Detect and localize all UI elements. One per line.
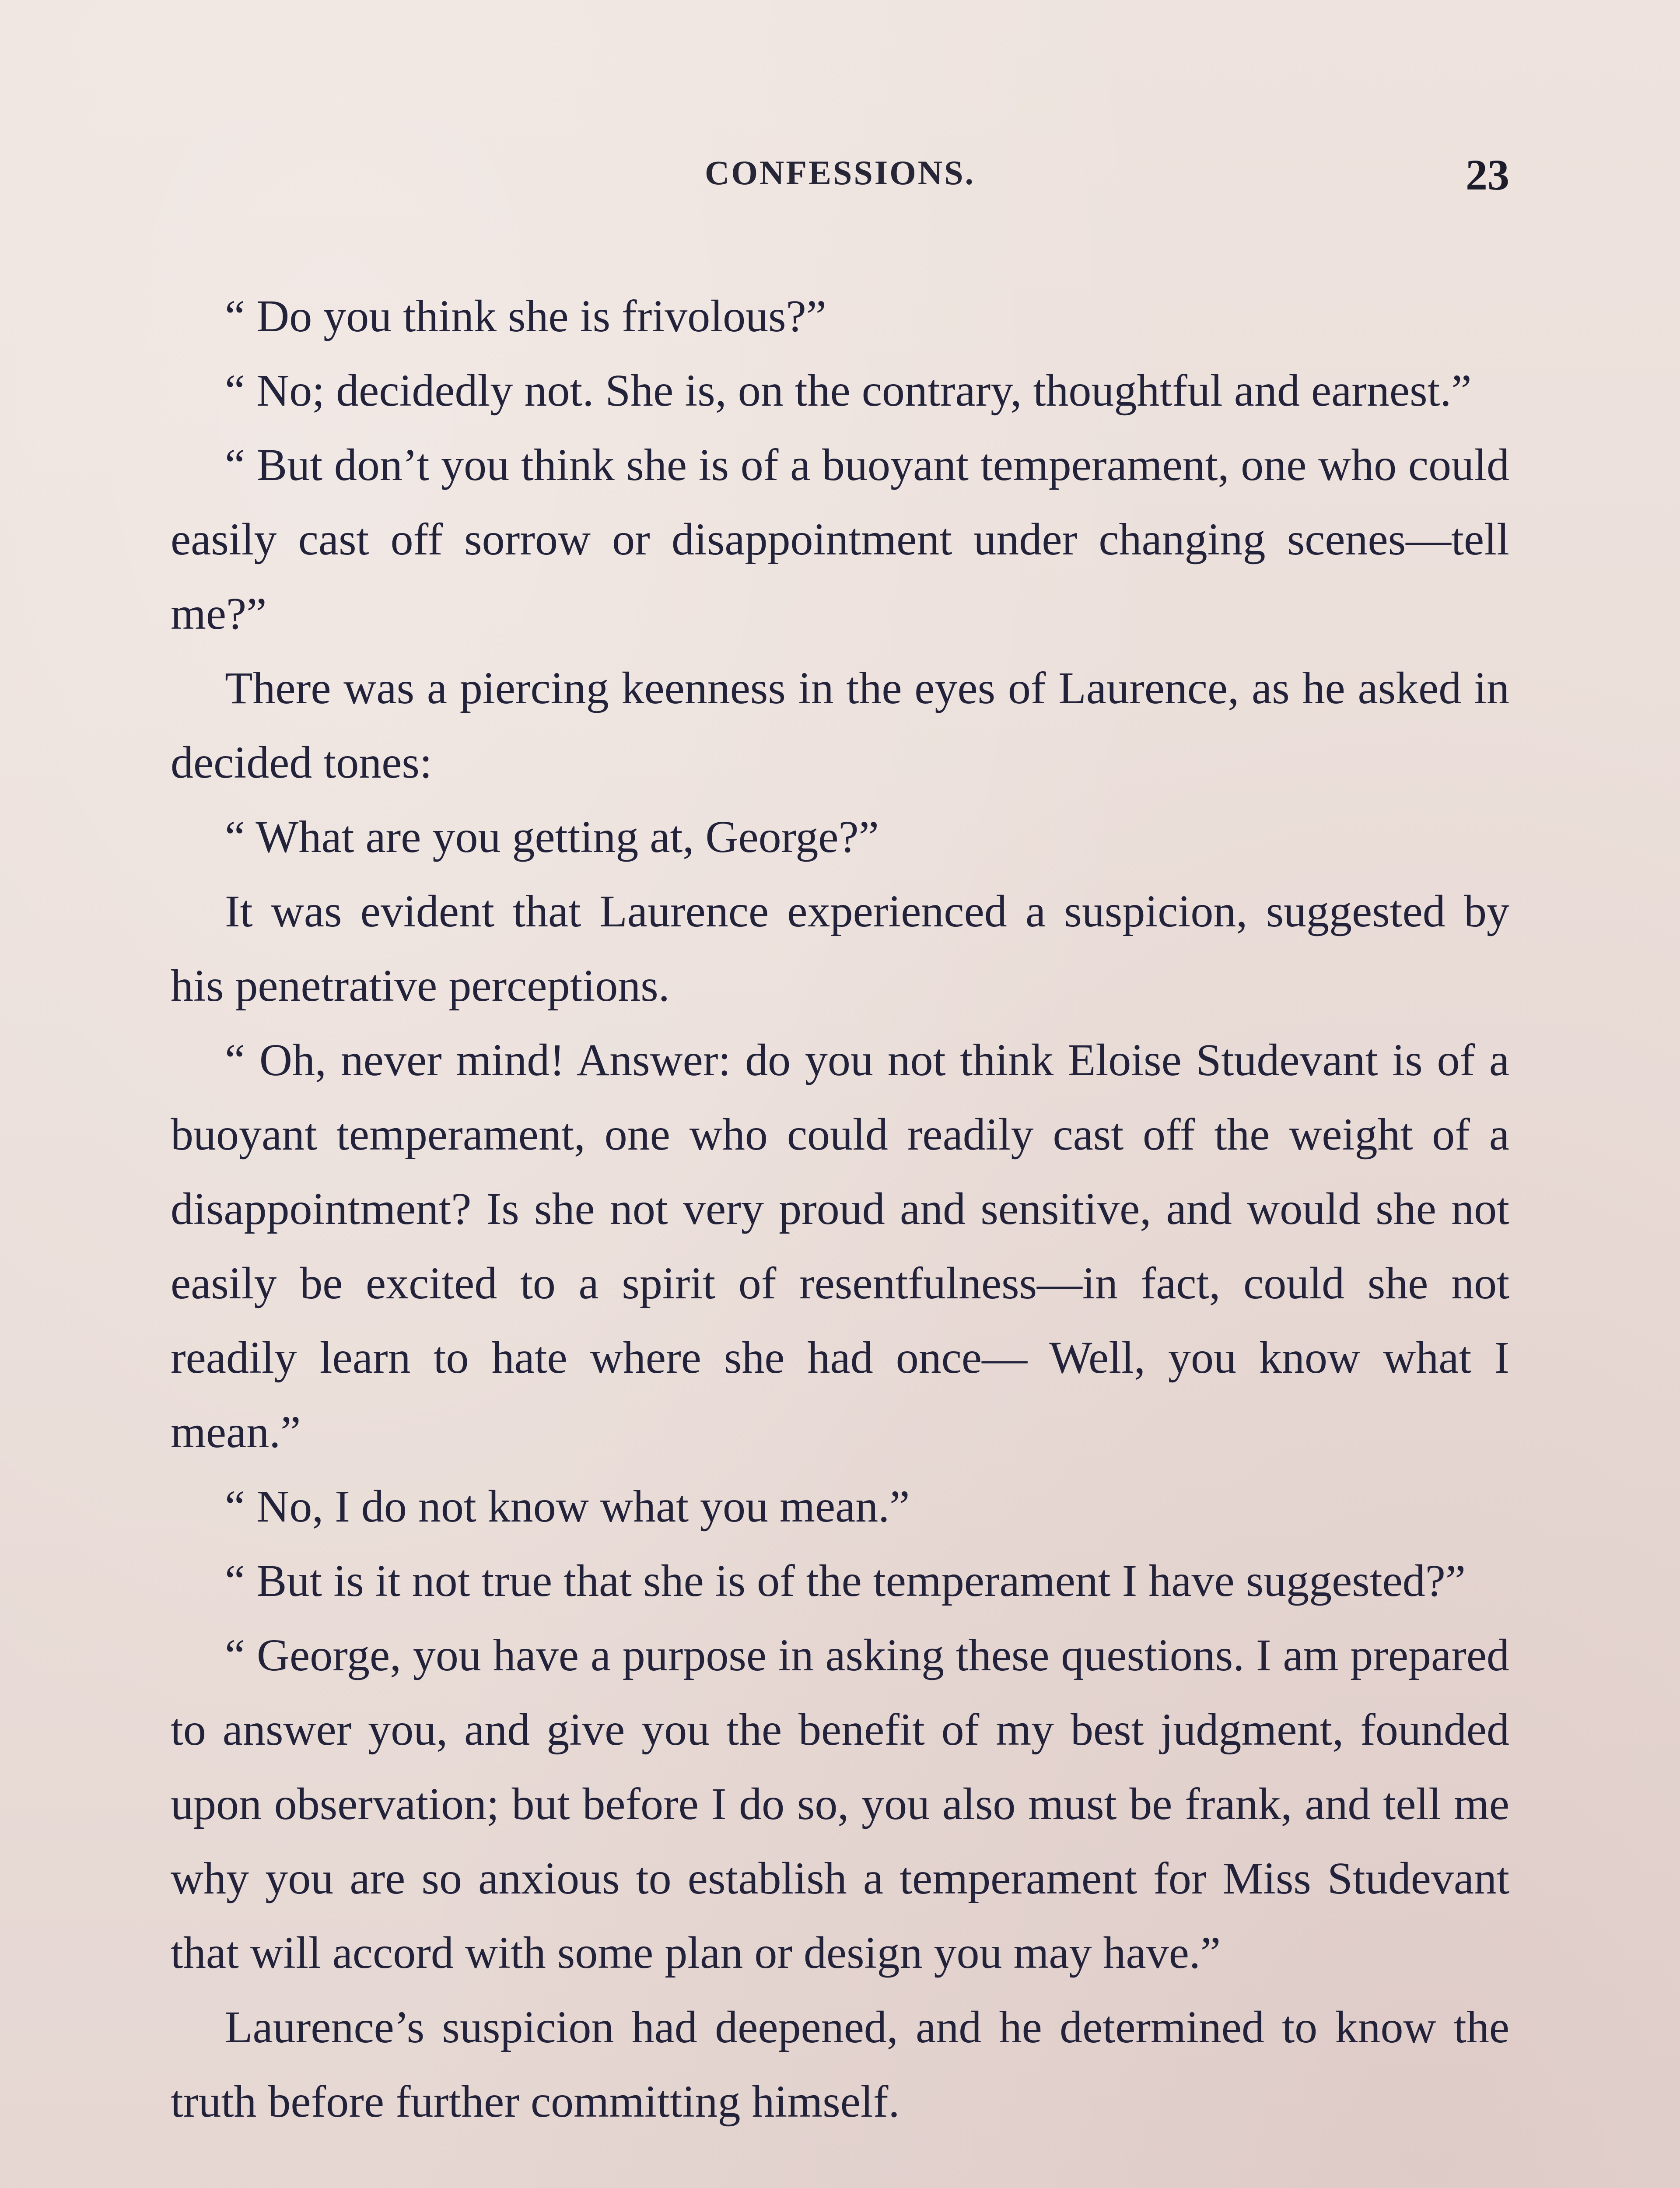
paragraph: “ Do you think she is frivolous?” — [225, 291, 826, 341]
paragraph: “ George, you have a purpose in asking these questions. I am prepared to answer you, and give you the benefit of my best judgment, founded upon observation; but before I do so, you also must be frank, and tell me why you are so anxious to establish a temperament for Miss Studevant that will accord with some plan or design you may have.” — [171, 1630, 1509, 1978]
running-head — [171, 153, 1509, 214]
paragraph: Laurence’s suspicion had deepened, and he determined to know the truth before further committing himself. — [171, 2002, 1509, 2127]
paragraph: “ But is it not true that she is of the temperament I have suggested?” — [225, 1556, 1466, 1606]
running-title: CONFESSIONS. — [705, 154, 975, 192]
paragraph: “ But don’t you think she is of a buoyant temperament, one who could easily cast off sorrow or disappointment under changing scenes—tell me?” — [171, 440, 1509, 639]
paragraph: “ Oh, never mind! Answer: do you not think Eloise Studevant is of a buoyant temperament, one who could readily cast off the weight of a disappointment? Is she not very proud and sensitive, and would she not easily be excited to a spirit of resentfulness—in fact, could she not readily learn to hate where she had once— Well, you know what I mean.” — [171, 1035, 1509, 1457]
page-number: 23 — [1466, 151, 1509, 199]
paragraph: “ What are you getting at, George?” — [225, 812, 879, 862]
paragraph: “ No; decidedly not. She is, on the contrary, thoughtful and earnest.” — [225, 365, 1472, 416]
paragraph: “ No, I do not know what you mean.” — [225, 1481, 910, 1532]
body-text — [171, 279, 1509, 2139]
book-page — [171, 153, 1509, 2139]
paragraph: There was a piercing keenness in the eyes of Laurence, as he asked in decided tones: — [171, 663, 1509, 788]
paragraph: It was evident that Laurence experienced a suspicion, suggested by his penetrative perceptions. — [171, 886, 1509, 1011]
